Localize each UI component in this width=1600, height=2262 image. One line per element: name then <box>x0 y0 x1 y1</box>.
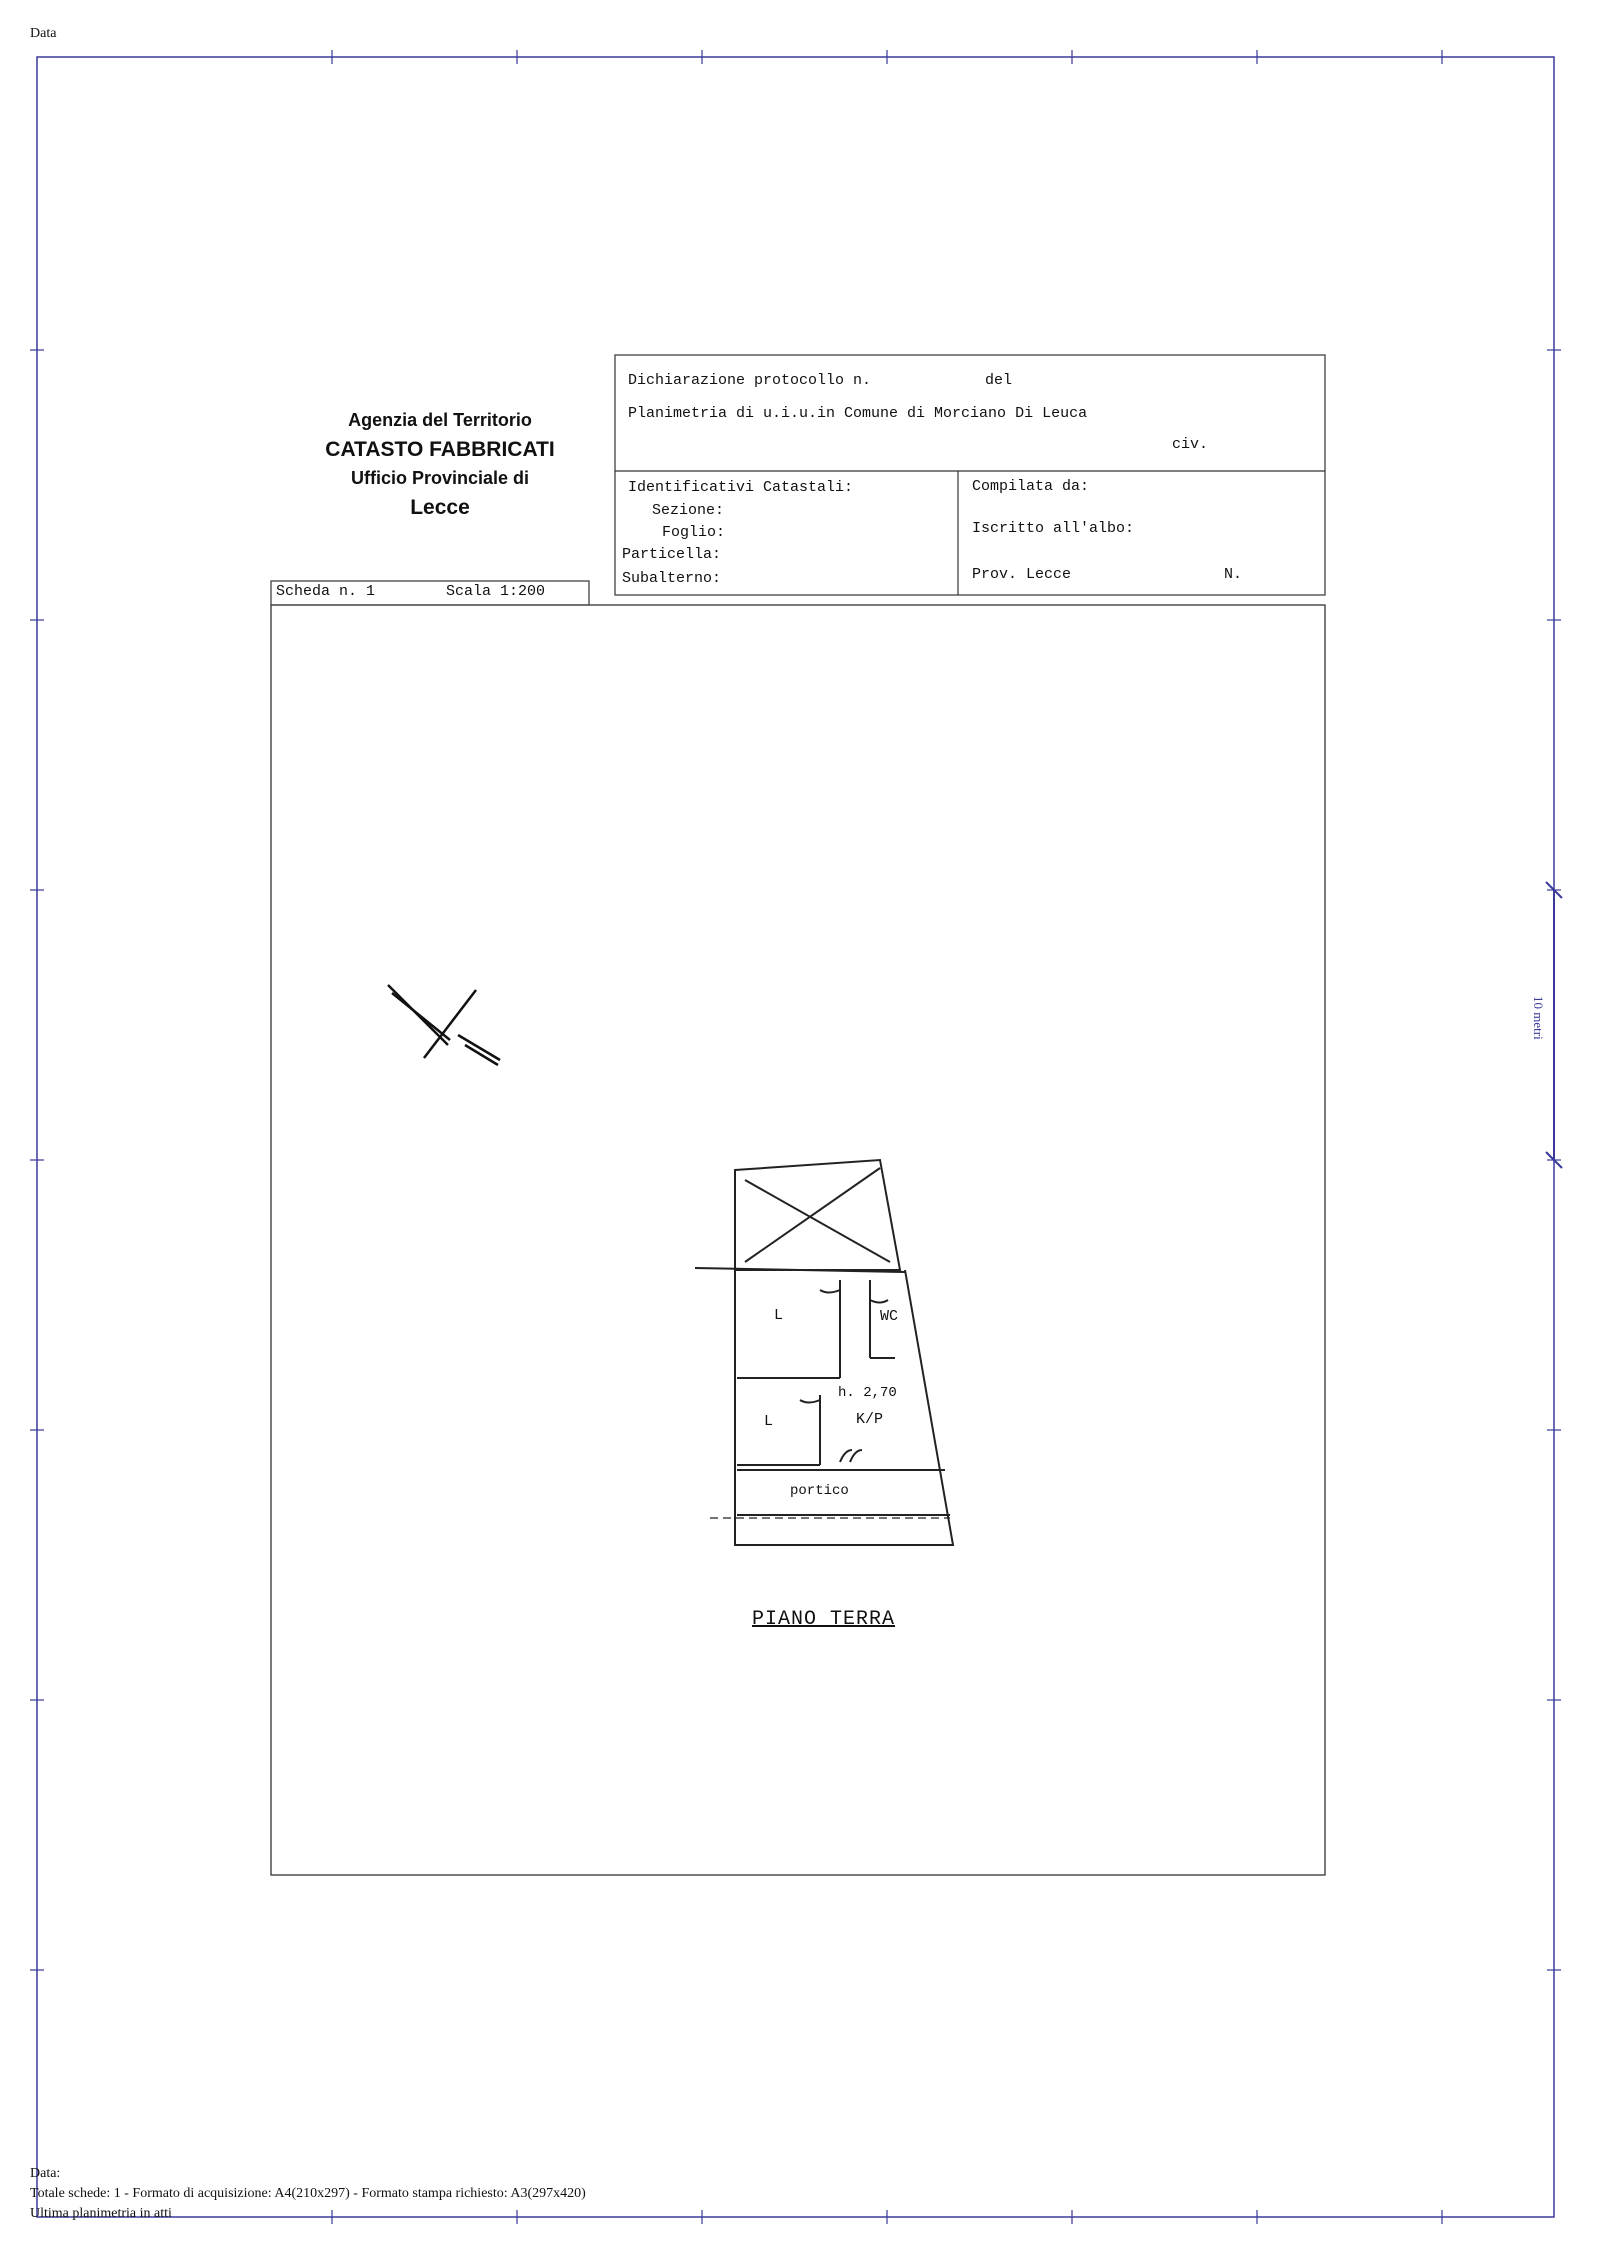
civ-label: civ. <box>1172 436 1209 453</box>
scale-bar <box>1546 882 1562 1168</box>
particella-label: Particella: <box>622 546 722 563</box>
room-wc-label: WC <box>880 1308 899 1325</box>
prov-label: Prov. Lecce <box>972 566 1072 583</box>
room-kp-label: K/P <box>856 1411 884 1428</box>
foglio-label: Foglio: <box>662 524 726 541</box>
room-l1-label: L <box>774 1307 784 1324</box>
subalterno-label: Subalterno: <box>622 570 722 587</box>
footer-last-plan: Ultima planimetria in atti <box>30 2206 172 2221</box>
city-label: Lecce <box>410 496 470 519</box>
room-l2-label: L <box>764 1413 774 1430</box>
scheda-label: Scheda n. 1 <box>276 583 376 600</box>
scale-bar-label: 10 metri <box>1531 996 1546 1040</box>
del-label: del <box>985 372 1013 389</box>
sezione-label: Sezione: <box>652 502 725 519</box>
catasto-title: CATASTO FABBRICATI <box>325 438 555 461</box>
ufficio-label: Ufficio Provinciale di <box>350 468 530 488</box>
protocol-label: Dichiarazione protocollo n. <box>628 372 872 389</box>
planimetria-label: Planimetria di u.i.u.in Comune di Morciano Di Leuca <box>628 405 1088 422</box>
floor-title: PIANO TERRA <box>752 1608 896 1631</box>
drawing-area-border <box>271 605 1325 1875</box>
footer-data-label: Data: <box>30 2166 61 2181</box>
identificativi-label: Identificativi Catastali: <box>628 479 854 496</box>
portico-label: portico <box>790 1483 849 1499</box>
scala-label: Scala 1:200 <box>446 583 546 600</box>
iscritto-label: Iscritto all'albo: <box>972 520 1135 537</box>
n-label: N. <box>1224 566 1243 583</box>
top-left-data-label: Data <box>30 26 57 41</box>
agency-name: Agenzia del Territorio <box>348 410 532 430</box>
compilata-label: Compilata da: <box>972 478 1090 495</box>
footer-summary: Totale schede: 1 - Formato di acquisizione: A4(210x297) - Formato stampa richiesto: A3(297x420) <box>30 2186 586 2201</box>
height-label: h. 2,70 <box>838 1385 897 1401</box>
north-arrow-icon <box>388 985 500 1065</box>
